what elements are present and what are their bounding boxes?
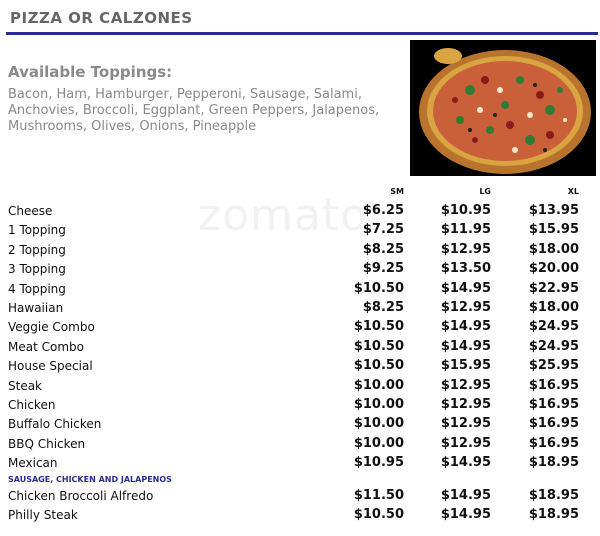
price-sm: $6.25: [362, 203, 404, 218]
page-title: PIZZA OR CALZONES: [10, 9, 193, 27]
item-name: 2 Topping: [8, 242, 66, 257]
item-name: House Special: [8, 359, 93, 374]
item-name: Veggie Combo: [8, 320, 95, 335]
toppings-heading: Available Toppings:: [8, 63, 173, 81]
menu-row: [0, 377, 600, 396]
price-xl: $24.95: [528, 338, 579, 354]
price-xl: $18.95: [528, 455, 579, 471]
price-lg: $12.95: [440, 299, 491, 315]
price-xl: $15.95: [528, 222, 579, 238]
mexican-note: SAUSAGE, CHICKEN AND JALAPENOS: [8, 475, 172, 484]
price-lg: $13.50: [440, 261, 491, 277]
price-sm: $10.00: [353, 396, 404, 412]
menu-row: [0, 454, 600, 473]
menu-row: [0, 396, 600, 415]
menu-row: [0, 357, 600, 376]
menu-row: [0, 260, 600, 279]
menu-row: [0, 487, 600, 506]
price-lg: $12.95: [440, 416, 491, 432]
price-sm: $10.00: [353, 416, 404, 432]
item-name: Chicken Broccoli Alfredo: [8, 489, 154, 503]
item-name: Steak: [8, 378, 43, 393]
price-lg: $12.95: [440, 435, 491, 451]
price-sm: $10.00: [353, 377, 404, 393]
item-name: 4 Topping: [8, 281, 66, 296]
menu-row: [0, 202, 600, 221]
item-name: BBQ Chicken: [8, 436, 86, 451]
toppings-list: Bacon, Ham, Hamburger, Pepperoni, Sausage, Salami, Anchovies, Broccoli, Eggplant, Green Peppers, Jalapenos, Mushrooms, Olives, Onions, Pineapple: [8, 87, 380, 134]
price-sm: $10.50: [353, 507, 404, 523]
column-xl-header: XL: [567, 187, 579, 196]
price-xl: $16.95: [528, 377, 579, 393]
price-sm: $8.25: [362, 241, 404, 257]
price-lg: $14.95: [440, 338, 491, 354]
watermark: zomato: [198, 190, 369, 241]
menu-table-continued: [0, 487, 600, 526]
price-xl: $16.95: [528, 435, 579, 451]
item-name: Cheese: [8, 204, 53, 218]
price-xl: $18.00: [528, 241, 579, 257]
price-lg: $14.95: [440, 280, 491, 296]
price-sm: $8.25: [362, 299, 404, 315]
price-xl: $16.95: [528, 416, 579, 432]
item-name: Philly Steak: [8, 508, 78, 523]
price-sm: $10.00: [353, 435, 404, 451]
price-sm: $9.25: [362, 261, 404, 277]
header-divider: [6, 32, 598, 35]
item-name: Meat Combo: [8, 339, 84, 354]
price-lg: $11.95: [440, 222, 491, 238]
price-lg: $14.95: [440, 507, 491, 523]
menu-row: [0, 506, 600, 525]
menu-row: [0, 241, 600, 260]
price-sm: $10.50: [353, 319, 404, 335]
price-sm: $10.50: [353, 280, 404, 296]
item-name: 3 Topping: [8, 262, 66, 277]
price-sm: $11.50: [353, 488, 404, 503]
price-lg: $12.95: [440, 396, 491, 412]
menu-row: [0, 221, 600, 240]
price-xl: $24.95: [528, 319, 579, 335]
menu-row: [0, 280, 600, 299]
price-lg: $12.95: [440, 377, 491, 393]
price-lg: $14.95: [440, 488, 491, 503]
price-xl: $18.95: [528, 507, 579, 523]
item-name: Mexican: [8, 456, 58, 471]
price-lg: $14.95: [440, 319, 491, 335]
price-xl: $18.00: [528, 299, 579, 315]
price-xl: $13.95: [528, 203, 579, 218]
menu-row: [0, 338, 600, 357]
price-lg: $15.95: [440, 358, 491, 374]
price-xl: $16.95: [528, 396, 579, 412]
price-sm: $10.50: [353, 338, 404, 354]
pizza-photo: [410, 40, 596, 176]
menu-table: [0, 202, 600, 473]
price-xl: $22.95: [528, 280, 579, 296]
price-sm: $10.50: [353, 358, 404, 374]
price-xl: $20.00: [528, 261, 579, 277]
price-sm: $7.25: [362, 222, 404, 238]
price-xl: $25.95: [528, 358, 579, 374]
item-name: Chicken: [8, 397, 56, 412]
menu-row: [0, 435, 600, 454]
column-sm-header: SM: [390, 187, 404, 196]
price-lg: $12.95: [440, 241, 491, 257]
price-lg: $10.95: [440, 203, 491, 218]
price-xl: $18.95: [528, 488, 579, 503]
menu-row: [0, 318, 600, 337]
menu-row: [0, 415, 600, 434]
item-name: 1 Topping: [8, 223, 66, 238]
price-lg: $14.95: [440, 455, 491, 471]
column-lg-header: LG: [479, 187, 491, 196]
price-sm: $10.95: [353, 455, 404, 471]
item-name: Buffalo Chicken: [8, 417, 102, 432]
item-name: Hawaiian: [8, 300, 64, 315]
pizza-illustration: [410, 40, 596, 176]
menu-row: [0, 299, 600, 318]
